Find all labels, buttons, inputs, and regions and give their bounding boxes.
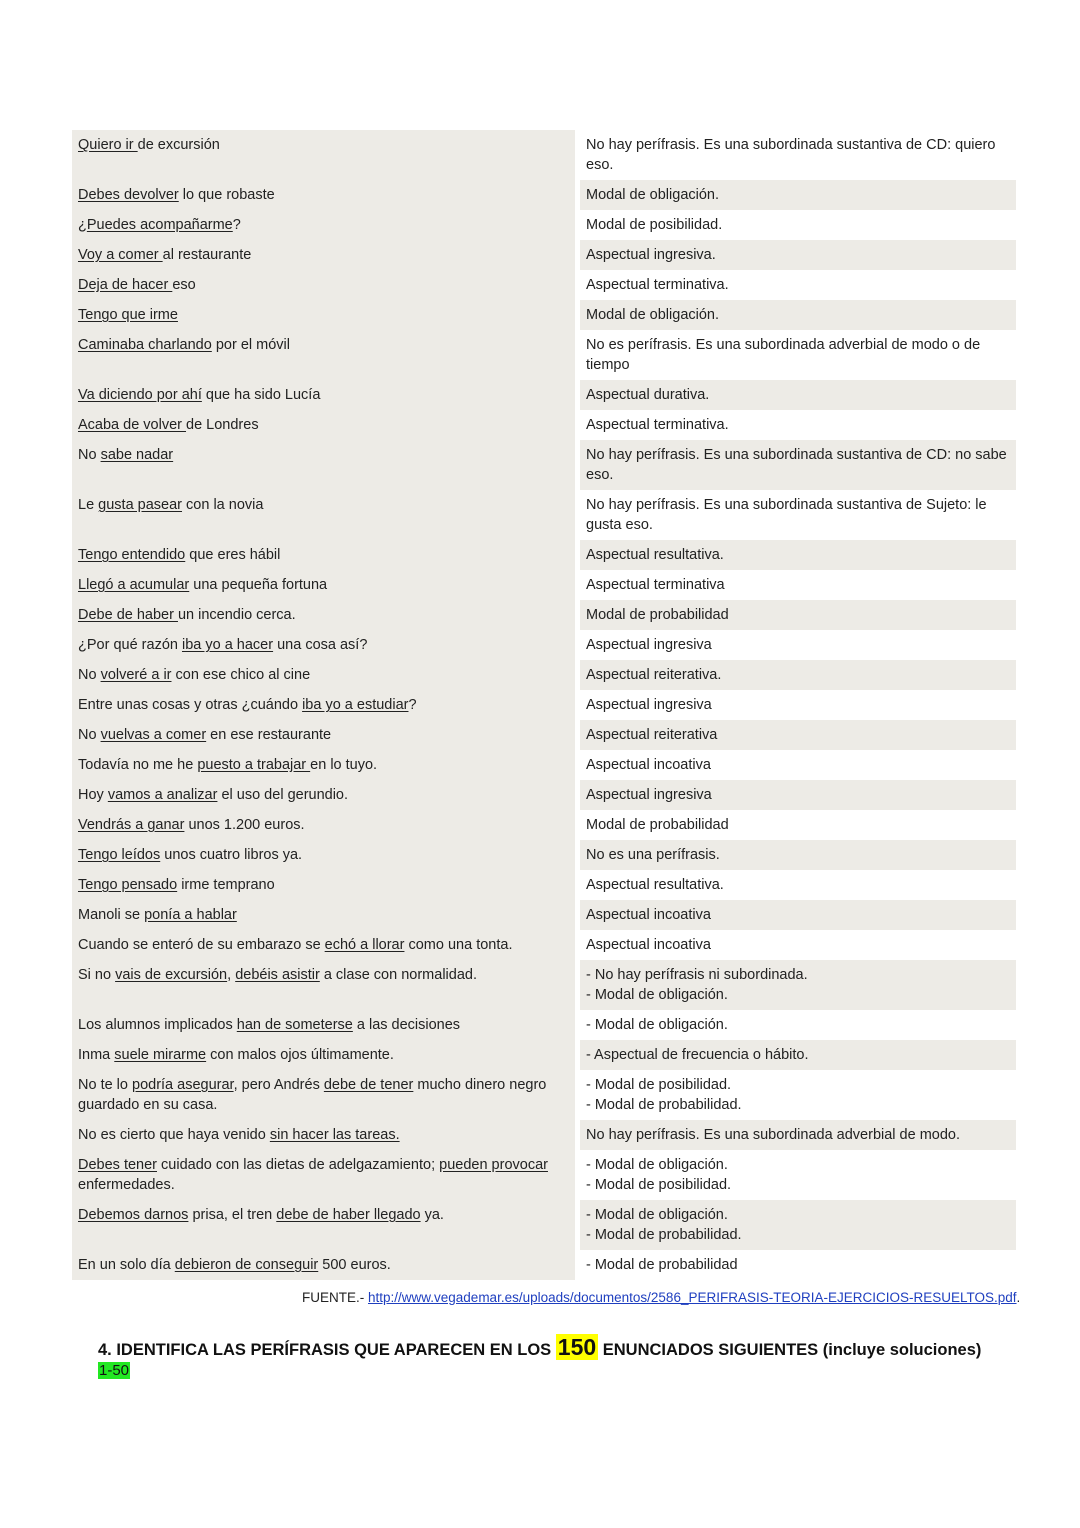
periphrasis-segment: pueden provocar (439, 1157, 548, 1173)
sentence-cell (72, 1070, 575, 1120)
answer-line: Aspectual incoativa (586, 757, 711, 773)
table-row (72, 330, 1016, 380)
table-row (72, 840, 1016, 870)
exercise-table (72, 130, 1016, 1280)
sentence-cell (72, 720, 575, 750)
sentence-segment: el uso del gerundio. (217, 787, 349, 803)
answer-cell (575, 630, 1016, 660)
answer-line: Modal de posibilidad. (586, 217, 723, 233)
periphrasis-segment: Debes tener (78, 1157, 157, 1173)
sentence-segment: que ha sido Lucía (201, 387, 321, 403)
sentence-segment: En un solo día (78, 1257, 175, 1273)
sentence-cell (72, 690, 575, 720)
periphrasis-segment: Puedes acompañarme (86, 217, 233, 233)
sentence-cell (72, 540, 575, 570)
answer-cell (575, 840, 1016, 870)
sentence-segment: , pero Andrés (233, 1077, 324, 1093)
answer-cell (575, 900, 1016, 930)
answer-cell (575, 810, 1016, 840)
sentence-segment: No es cierto que haya venido (78, 1127, 270, 1143)
answer-line: Aspectual terminativa (586, 577, 725, 593)
periphrasis-segment: Tengo entendido (78, 547, 186, 563)
sentence-segment: como una tonta. (404, 937, 513, 953)
source-trailing: . (1016, 1290, 1021, 1305)
periphrasis-segment: vuelvas a comer (100, 727, 207, 743)
answer-cell (575, 130, 1016, 180)
sentence-segment: en lo tuyo. (310, 757, 378, 773)
answer-line: Modal de probabilidad (586, 607, 729, 623)
sentence-cell (72, 410, 575, 440)
table-row (72, 870, 1016, 900)
periphrasis-segment: debéis asistir (235, 967, 320, 983)
answer-cell (575, 330, 1016, 380)
table-row (72, 810, 1016, 840)
table-row (72, 410, 1016, 440)
answer-line: Aspectual ingresiva. (586, 247, 716, 263)
answer-cell (575, 540, 1016, 570)
answer-line: - Modal de obligación. (586, 1207, 728, 1223)
table-row (72, 1250, 1016, 1280)
answer-cell (575, 720, 1016, 750)
answer-line: Aspectual durativa. (586, 387, 710, 403)
answer-cell (575, 300, 1016, 330)
sentence-segment: No (78, 727, 101, 743)
sentence-cell (72, 1010, 575, 1040)
table-row (72, 960, 1016, 1010)
sentence-segment: ¿ (78, 217, 87, 233)
periphrasis-segment: iba yo a estudiar (302, 697, 409, 713)
table-row (72, 540, 1016, 570)
answer-cell (575, 410, 1016, 440)
sentence-cell (72, 1250, 575, 1280)
sentence-cell (72, 750, 575, 780)
answer-cell (575, 1200, 1016, 1250)
sentence-segment: Entre unas cosas y otras ¿cuándo (78, 697, 303, 713)
table-row (72, 240, 1016, 270)
sentence-segment: una pequeña fortuna (189, 577, 328, 593)
answer-line: Aspectual ingresiva (586, 787, 712, 803)
answer-line: Aspectual reiterativa. (586, 667, 722, 683)
answer-line: - Modal de obligación. (586, 1017, 728, 1033)
answer-line: No es una perífrasis. (586, 847, 720, 863)
answer-cell (575, 570, 1016, 600)
sentence-segment: una cosa así? (273, 637, 368, 653)
sentence-segment: a clase con normalidad. (319, 967, 477, 983)
table-row (72, 1010, 1016, 1040)
answer-line: No hay perífrasis. Es una subordinada sustantiva de Sujeto: le gusta eso. (586, 497, 987, 533)
answer-cell (575, 1010, 1016, 1040)
sentence-segment: un incendio cerca. (177, 607, 296, 623)
range-tag: 1-50 (99, 1362, 130, 1379)
answer-cell (575, 380, 1016, 410)
sentence-segment: Le (78, 497, 99, 513)
table-row (72, 1040, 1016, 1070)
answer-line: - Modal de probabilidad. (586, 1097, 742, 1113)
periphrasis-segment: echó a llorar (324, 937, 405, 953)
table-row (72, 1070, 1016, 1120)
heading-before: 4. IDENTIFICA LAS PERÍFRASIS QUE APARECEN EN LOS (98, 1341, 556, 1359)
sentence-segment: ya. (420, 1207, 444, 1223)
sentence-cell (72, 1040, 575, 1070)
answer-line: - Modal de obligación. (586, 1157, 728, 1173)
answer-cell (575, 870, 1016, 900)
periphrasis-segment: Va diciendo por ahí (78, 387, 202, 403)
sentence-cell (72, 440, 575, 490)
heading-after: ENUNCIADOS SIGUIENTES (incluye soluciones) (598, 1341, 982, 1359)
answer-line: No hay perífrasis. Es una subordinada adverbial de modo. (586, 1127, 960, 1143)
periphrasis-segment: Vendrás a ganar (78, 817, 185, 833)
sentence-segment: por el móvil (211, 337, 290, 353)
answer-cell (575, 1040, 1016, 1070)
sentence-cell (72, 660, 575, 690)
periphrasis-segment: debe de tener (323, 1077, 414, 1093)
table-row (72, 270, 1016, 300)
sentence-cell (72, 490, 575, 540)
periphrasis-segment: debieron de conseguir (174, 1257, 319, 1273)
sentence-cell (72, 630, 575, 660)
periphrasis-segment: volveré a ir (100, 667, 172, 683)
sentence-segment: Cuando se enteró de su embarazo se (78, 937, 325, 953)
periphrasis-segment: ponía a hablar (144, 907, 237, 923)
sentence-segment: de Londres (186, 417, 259, 433)
sentence-segment: que eres hábil (185, 547, 281, 563)
table-row (72, 570, 1016, 600)
answer-cell (575, 490, 1016, 540)
answer-cell (575, 180, 1016, 210)
sentence-segment: Hoy (78, 787, 108, 803)
answer-line: - Aspectual de frecuencia o hábito. (586, 1047, 809, 1063)
sentence-cell (72, 270, 575, 300)
answer-line: - Modal de probabilidad. (586, 1227, 742, 1243)
sentence-segment: en ese restaurante (206, 727, 332, 743)
sentence-cell (72, 130, 575, 180)
periphrasis-segment: Tengo leídos (78, 847, 161, 863)
answer-cell (575, 1120, 1016, 1150)
answer-cell (575, 240, 1016, 270)
periphrasis-segment: Debemos darnos (78, 1207, 189, 1223)
periphrasis-segment: sin hacer las tareas. (269, 1127, 400, 1143)
periphrasis-segment: Voy a comer (78, 247, 163, 263)
table-row (72, 690, 1016, 720)
sentence-cell (72, 570, 575, 600)
periphrasis-segment: Deja de hacer (78, 277, 173, 293)
sentence-cell (72, 240, 575, 270)
periphrasis-segment: gusta pasear (98, 497, 183, 513)
sentence-segment: No te lo (78, 1077, 132, 1093)
answer-cell (575, 780, 1016, 810)
table-row (72, 720, 1016, 750)
answer-line: Aspectual incoativa (586, 907, 711, 923)
heading-number: 150 (557, 1334, 597, 1360)
answer-cell (575, 930, 1016, 960)
answer-line: - Modal de posibilidad. (586, 1177, 732, 1193)
answer-cell (575, 660, 1016, 690)
answer-line: Aspectual ingresiva (586, 637, 712, 653)
sentence-cell (72, 380, 575, 410)
periphrasis-segment: puesto a trabajar (197, 757, 311, 773)
answer-line: - No hay perífrasis ni subordinada. (586, 967, 808, 983)
table-row (72, 780, 1016, 810)
answer-line: - Modal de obligación. (586, 987, 728, 1003)
sentence-segment: unos cuatro libros ya. (160, 847, 303, 863)
sentence-segment: ? (408, 697, 417, 713)
answer-cell (575, 210, 1016, 240)
sentence-cell (72, 900, 575, 930)
answer-cell (575, 690, 1016, 720)
sentence-cell (72, 870, 575, 900)
table-row (72, 130, 1016, 180)
table-row (72, 300, 1016, 330)
answer-cell (575, 440, 1016, 490)
sentence-cell (72, 330, 575, 380)
answer-line: Aspectual resultativa. (586, 547, 724, 563)
source-line (302, 1290, 1020, 1305)
periphrasis-segment: sabe nadar (100, 447, 174, 463)
sentence-segment: al restaurante (162, 247, 252, 263)
periphrasis-segment: debe de haber llegado (276, 1207, 421, 1223)
sentence-segment: No (78, 667, 101, 683)
sentence-segment: Inma (78, 1047, 115, 1063)
sentence-segment: 500 euros. (318, 1257, 391, 1273)
answer-cell (575, 960, 1016, 1010)
table-row (72, 180, 1016, 210)
answer-line: Aspectual reiterativa (586, 727, 718, 743)
answer-line: Modal de obligación. (586, 187, 720, 203)
sentence-segment: enfermedades. (78, 1177, 175, 1193)
answer-line: Aspectual ingresiva (586, 697, 712, 713)
sentence-cell (72, 210, 575, 240)
sentence-segment: lo que robaste (178, 187, 275, 203)
sentence-cell (72, 810, 575, 840)
table-row (72, 750, 1016, 780)
sentence-cell (72, 1150, 575, 1200)
answer-line: Aspectual incoativa (586, 937, 711, 953)
sentence-segment: Los alumnos implicados (78, 1017, 237, 1033)
sentence-segment: prisa, el tren (188, 1207, 277, 1223)
table-row (72, 380, 1016, 410)
answer-line: Aspectual terminativa. (586, 277, 729, 293)
sentence-cell (72, 840, 575, 870)
sentence-segment: Todavía no me he (78, 757, 198, 773)
sentence-segment: con ese chico al cine (171, 667, 311, 683)
periphrasis-segment: Tengo pensado (78, 877, 178, 893)
answer-line: - Modal de posibilidad. (586, 1077, 732, 1093)
answer-cell (575, 750, 1016, 780)
source-label: FUENTE.- (302, 1290, 368, 1305)
sentence-segment: mucho dinero negro guardado en su casa. (78, 1077, 547, 1113)
periphrasis-segment: vamos a analizar (107, 787, 218, 803)
answer-cell (575, 600, 1016, 630)
sentence-segment: irme temprano (177, 877, 275, 893)
sentence-segment: No (78, 447, 101, 463)
table-row (72, 210, 1016, 240)
sentence-segment: ? (232, 217, 241, 233)
sentence-cell (72, 780, 575, 810)
periphrasis-segment: Caminaba charlando (78, 337, 212, 353)
answer-cell (575, 1150, 1016, 1200)
sentence-cell (72, 960, 575, 1010)
table-row (72, 1200, 1016, 1250)
table-row (72, 900, 1016, 930)
answer-line: No es perífrasis. Es una subordinada adverbial de modo o de tiempo (586, 337, 981, 373)
answer-line: Modal de probabilidad (586, 817, 729, 833)
sentence-cell (72, 930, 575, 960)
source-link[interactable]: http://www.vegademar.es/uploads/documentos/2586_PERIFRASIS-TEORIA-EJERCICIOS-RESUELTOS.pdf (368, 1290, 1017, 1305)
periphrasis-segment: han de someterse (236, 1017, 353, 1033)
periphrasis-segment: iba yo a hacer (181, 637, 274, 653)
periphrasis-segment: Debe de haber (78, 607, 178, 623)
sentence-cell (72, 180, 575, 210)
table-row (72, 490, 1016, 540)
sentence-segment: Si no (78, 967, 116, 983)
table-row (72, 440, 1016, 490)
periphrasis-segment: Debes devolver (78, 187, 179, 203)
sentence-segment: cuidado con las dietas de adelgazamiento; (157, 1157, 440, 1173)
sentence-cell (72, 600, 575, 630)
sentence-segment: con la novia (182, 497, 264, 513)
sentence-cell (72, 1200, 575, 1250)
answer-cell (575, 270, 1016, 300)
answer-line: Aspectual terminativa. (586, 417, 729, 433)
sentence-segment: a las decisiones (352, 1017, 461, 1033)
sentence-cell (72, 1120, 575, 1150)
sentence-segment: unos 1.200 euros. (184, 817, 305, 833)
sentence-segment: ¿Por qué razón (78, 637, 182, 653)
sentence-cell (72, 300, 575, 330)
table-row (72, 660, 1016, 690)
periphrasis-segment: podría asegurar (132, 1077, 234, 1093)
table-row (72, 1150, 1016, 1200)
answer-line: - Modal de probabilidad (586, 1257, 738, 1273)
sentence-segment: de excursión (137, 137, 220, 153)
periphrasis-segment: vais de excursión (115, 967, 228, 983)
table-row (72, 930, 1016, 960)
sentence-segment: con malos ojos últimamente. (206, 1047, 394, 1063)
section-heading (98, 1334, 981, 1361)
answer-cell (575, 1070, 1016, 1120)
answer-line: Modal de obligación. (586, 307, 720, 323)
table-row (72, 1120, 1016, 1150)
table-row (72, 600, 1016, 630)
sentence-segment: Manoli se (78, 907, 145, 923)
sentence-segment: , (227, 967, 236, 983)
answer-cell (575, 1250, 1016, 1280)
table-row (72, 630, 1016, 660)
answer-line: No hay perífrasis. Es una subordinada sustantiva de CD: quiero eso. (586, 137, 996, 173)
periphrasis-segment: Quiero ir (78, 137, 138, 153)
answer-line: Aspectual resultativa. (586, 877, 724, 893)
sentence-segment: eso (172, 277, 196, 293)
periphrasis-segment: Acaba de volver (78, 417, 187, 433)
answer-line: No hay perífrasis. Es una subordinada sustantiva de CD: no sabe eso. (586, 447, 1007, 483)
periphrasis-segment: Llegó a acumular (78, 577, 190, 593)
periphrasis-segment: suele mirarme (114, 1047, 207, 1063)
periphrasis-segment: Tengo que irme (78, 307, 178, 323)
